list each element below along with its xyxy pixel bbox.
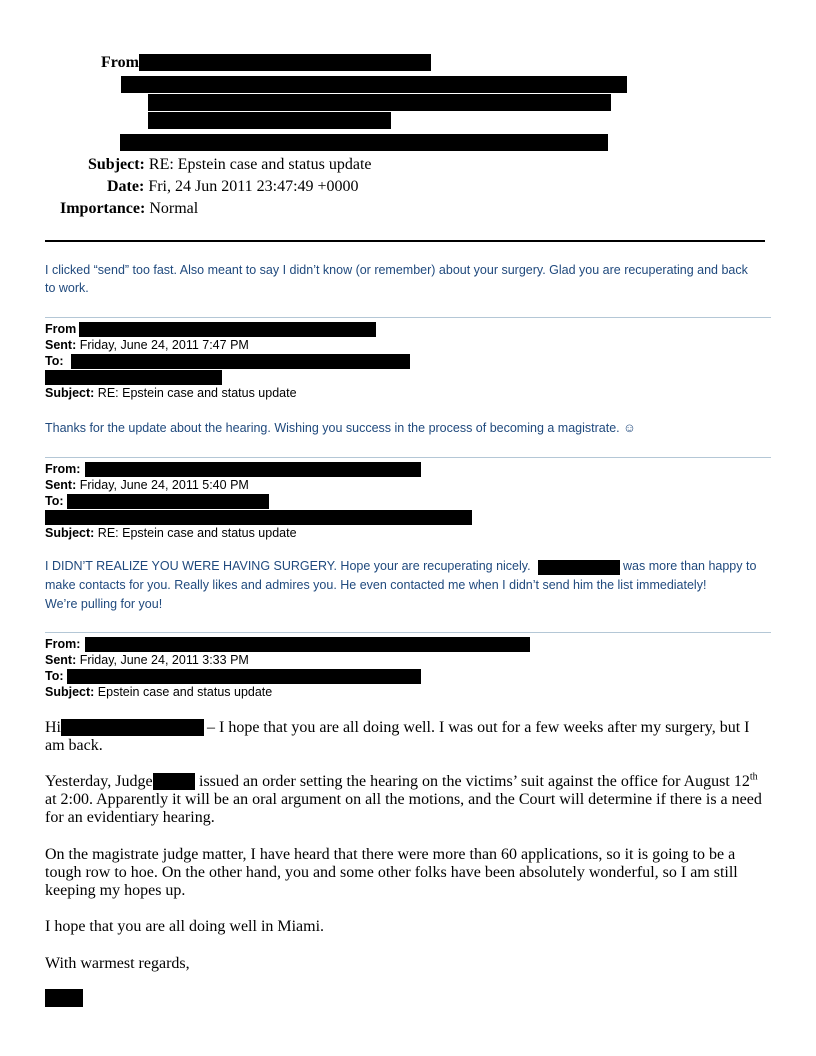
importance-value: Normal [149, 200, 199, 217]
redaction-to [67, 669, 421, 684]
quote1-subject-row [45, 386, 297, 400]
sent-label: Sent: [45, 478, 77, 492]
p2-sup: th [749, 771, 758, 783]
quote3-to-label: To: [45, 669, 64, 683]
closing: With warmest regards, [45, 955, 190, 972]
date-value: Fri, 24 Jun 2011 23:47:49 +0000 [148, 178, 359, 195]
quote2-from-label: From: [45, 462, 81, 476]
redaction-line [120, 134, 608, 151]
quote-divider [45, 457, 771, 458]
p2-line3: for an evidentiary hearing. [45, 809, 215, 826]
redaction-line [121, 76, 627, 93]
quote2-sent-row [45, 478, 249, 492]
redaction-name [61, 719, 204, 736]
redaction-from [85, 462, 421, 477]
quote2-body-line2: make contacts for you. Really likes and admires you. He even contacted me when I didn’t send him the list immediately! [45, 578, 707, 592]
from-label: From [101, 54, 139, 71]
quote1-from-label: From [45, 322, 77, 336]
greeting-rest: – I hope that you are all doing well. I was out for a few weeks after my surgery, but I [207, 719, 750, 736]
greeting-hi: Hi [45, 719, 61, 736]
message-body: I clicked “send” too fast. Also meant to say I didn’t know (or remember) about your surgery. Glad you are recuperating and back to work. [45, 263, 748, 295]
importance-row [60, 200, 198, 218]
quote1-body: Thanks for the update about the hearing. Wishing you success in the process of becoming a magistrate. ☺ [45, 421, 636, 435]
p2-line2: at 2:00. Apparently it will be an oral argument on all the motions, and the Court will determine if there is a need [45, 791, 762, 808]
header-divider [45, 240, 765, 242]
sent-label: Sent: [45, 653, 77, 667]
redaction-name [538, 560, 620, 575]
redaction-to [67, 494, 269, 509]
quote2-body-line1b: was more than happy to [623, 559, 757, 573]
sent-label: Sent: [45, 338, 77, 352]
subject-value: RE: Epstein case and status update [97, 386, 297, 400]
quote2-to-label: To: [45, 494, 64, 508]
subject-value: RE: Epstein case and status update [148, 156, 372, 173]
date-row [107, 178, 359, 196]
redaction-from [85, 637, 530, 652]
subject-label: Subject: [45, 526, 95, 540]
quote2-body-line3: We’re pulling for you! [45, 597, 163, 611]
redaction-from [139, 54, 431, 71]
redaction-to [71, 354, 410, 369]
subject-row [88, 156, 372, 174]
quote2-subject-row [45, 526, 297, 540]
quote3-sent-row [45, 653, 249, 667]
date-label: Date: [107, 178, 145, 195]
quote2-body-line1a: I DIDN’T REALIZE YOU WERE HAVING SURGERY. Hope your are recuperating nicely. [45, 559, 531, 573]
redaction-to [45, 510, 472, 525]
quote1-sent-row [45, 338, 249, 352]
p2-rest [199, 773, 758, 791]
p2-start: Yesterday, Judge [45, 773, 153, 790]
subject-label: Subject: [88, 156, 145, 173]
subject-label: Subject: [45, 685, 95, 699]
greeting-line2: am back. [45, 737, 103, 754]
sent-value: Friday, June 24, 2011 7:47 PM [79, 338, 249, 352]
importance-label: Importance: [60, 200, 146, 217]
sent-value: Friday, June 24, 2011 3:33 PM [79, 653, 249, 667]
quote3-from-label: From: [45, 637, 81, 651]
subject-value: Epstein case and status update [97, 685, 273, 699]
subject-value: RE: Epstein case and status update [97, 526, 297, 540]
redaction-from [79, 322, 376, 337]
quote-divider [45, 317, 771, 318]
subject-label: Subject: [45, 386, 95, 400]
quote-divider [45, 632, 771, 633]
quote1-to-label: To: [45, 354, 64, 368]
redaction-line [148, 112, 391, 129]
quote3-subject-row [45, 685, 272, 699]
redaction-signature [45, 989, 83, 1007]
redaction-to [45, 370, 222, 385]
redaction-line [148, 94, 611, 111]
p2-text: issued an order setting the hearing on the victims’ suit against the office for August 12 [199, 773, 750, 790]
p3: On the magistrate judge matter, I have heard that there were more than 60 applications, so it is going to be a tough row to hoe. On the other hand, you and some other folks have been absolutely wonderful, so I am still keeping my hopes up. [45, 846, 738, 899]
sent-value: Friday, June 24, 2011 5:40 PM [79, 478, 249, 492]
p4: I hope that you are all doing well in Miami. [45, 918, 325, 935]
redaction-judge [153, 773, 195, 790]
